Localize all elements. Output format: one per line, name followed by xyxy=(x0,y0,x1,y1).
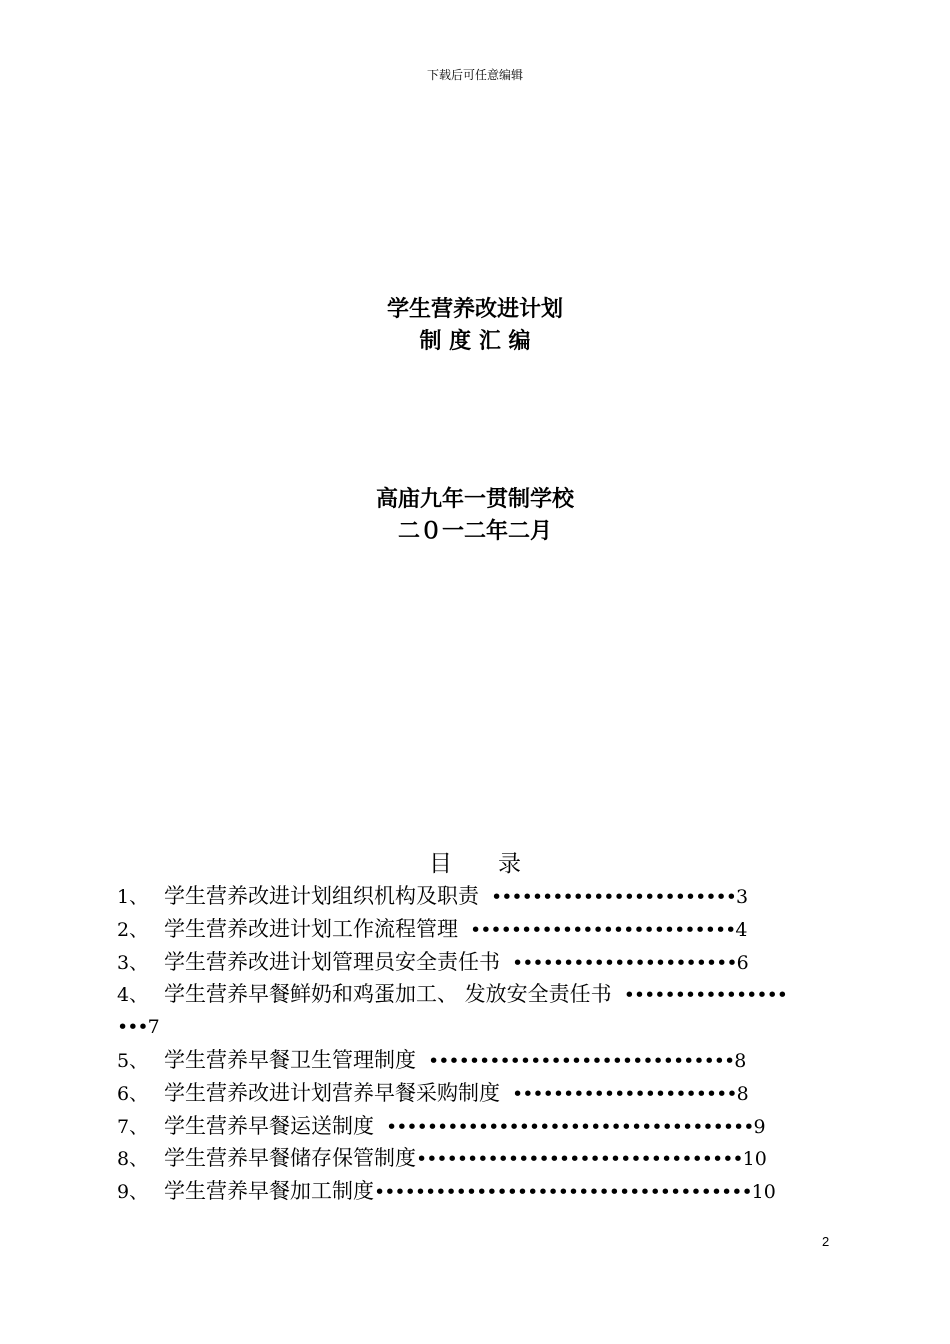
page-number: 2 xyxy=(822,1234,830,1249)
toc-item xyxy=(117,1110,837,1143)
toc-item-leader: •••••••••••••••••••••••••••••••••••• xyxy=(386,1115,754,1138)
toc-item-number: 6、 xyxy=(117,1082,149,1105)
toc-item-title: 学生营养早餐运送制度 xyxy=(164,1113,374,1138)
toc-item-leader: •••••••••••••••••••••••••• xyxy=(470,918,736,941)
toc-item-number: 4、 xyxy=(117,984,149,1007)
toc-item-page: 10 xyxy=(751,1181,776,1204)
toc-item xyxy=(117,1142,837,1175)
toc-item-page: 9 xyxy=(753,1115,766,1138)
toc-item-page: 8 xyxy=(734,1049,747,1072)
toc-item xyxy=(117,1175,837,1208)
toc-item-number: 1、 xyxy=(117,886,149,908)
toc-item-title: 学生营养早餐储存保管制度 xyxy=(164,1146,416,1171)
toc-item xyxy=(117,946,837,979)
header-note: 下载后可任意编辑 xyxy=(426,68,523,82)
toc-item-number: 9、 xyxy=(117,1181,149,1204)
toc-item-leader: •••••••••••••••••••••• xyxy=(512,951,737,974)
toc-item-title: 学生营养早餐卫生管理制度 xyxy=(164,1047,416,1072)
toc-item-leader: ••• xyxy=(117,1016,148,1039)
cover-title-line2: 制 度 汇 编 xyxy=(419,329,531,354)
table-of-contents xyxy=(117,880,837,1208)
toc-item-number: 7、 xyxy=(117,1115,149,1138)
toc-item-leader: •••••••••••••••••••••••••••••••• xyxy=(416,1148,743,1171)
toc-item-title: 学生营养改进计划工作流程管理 xyxy=(164,916,458,941)
school-name: 高庙九年一贯制学校 xyxy=(375,487,574,512)
toc-item-leader: •••••••••••••••••••••• xyxy=(512,1082,737,1105)
toc-item-title: 学生营养早餐加工制度 xyxy=(164,1179,374,1204)
toc-item-page: 4 xyxy=(735,918,748,941)
toc-item-leader: •••••••••••••••• xyxy=(623,984,787,1007)
toc-item-page: 7 xyxy=(147,1016,160,1039)
toc-item xyxy=(117,1044,837,1077)
cover-title-line1: 学生营养改进计划 xyxy=(386,297,563,322)
toc-item-leader: ••••••••••••••••••••••••••••••••••••• xyxy=(374,1181,752,1204)
toc-item-number: 8、 xyxy=(117,1148,149,1171)
toc-item-number: 3、 xyxy=(117,951,149,974)
toc-item-number: 5、 xyxy=(117,1049,149,1072)
toc-item xyxy=(117,913,837,946)
toc-item xyxy=(117,978,837,1011)
toc-item-leader: •••••••••••••••••••••••• xyxy=(491,886,736,908)
toc-item xyxy=(117,1077,837,1110)
toc-item-page: 8 xyxy=(736,1082,749,1105)
toc-item-number: 2、 xyxy=(117,918,149,941)
toc-item-title: 学生营养改进计划组织机构及职责 xyxy=(164,884,479,908)
toc-item-page: 3 xyxy=(735,886,749,908)
toc-item-title: 学生营养改进计划管理员安全责任书 xyxy=(164,949,500,974)
toc-item xyxy=(117,880,837,913)
toc-item-page: 6 xyxy=(736,951,749,974)
toc-item-page: 10 xyxy=(742,1148,767,1171)
toc-item-continuation xyxy=(117,1011,837,1044)
toc-item-title: 学生营养早餐鲜奶和鸡蛋加工、 发放安全责任书 xyxy=(164,982,612,1007)
toc-heading: 目 录 xyxy=(429,851,521,877)
toc-item-leader: •••••••••••••••••••••••••••••• xyxy=(428,1049,735,1072)
issue-date: 二０一二年二月 xyxy=(397,519,552,544)
toc-item-title: 学生营养改进计划营养早餐采购制度 xyxy=(164,1080,500,1105)
cover-school-date xyxy=(0,484,950,548)
cover-title xyxy=(0,294,950,358)
